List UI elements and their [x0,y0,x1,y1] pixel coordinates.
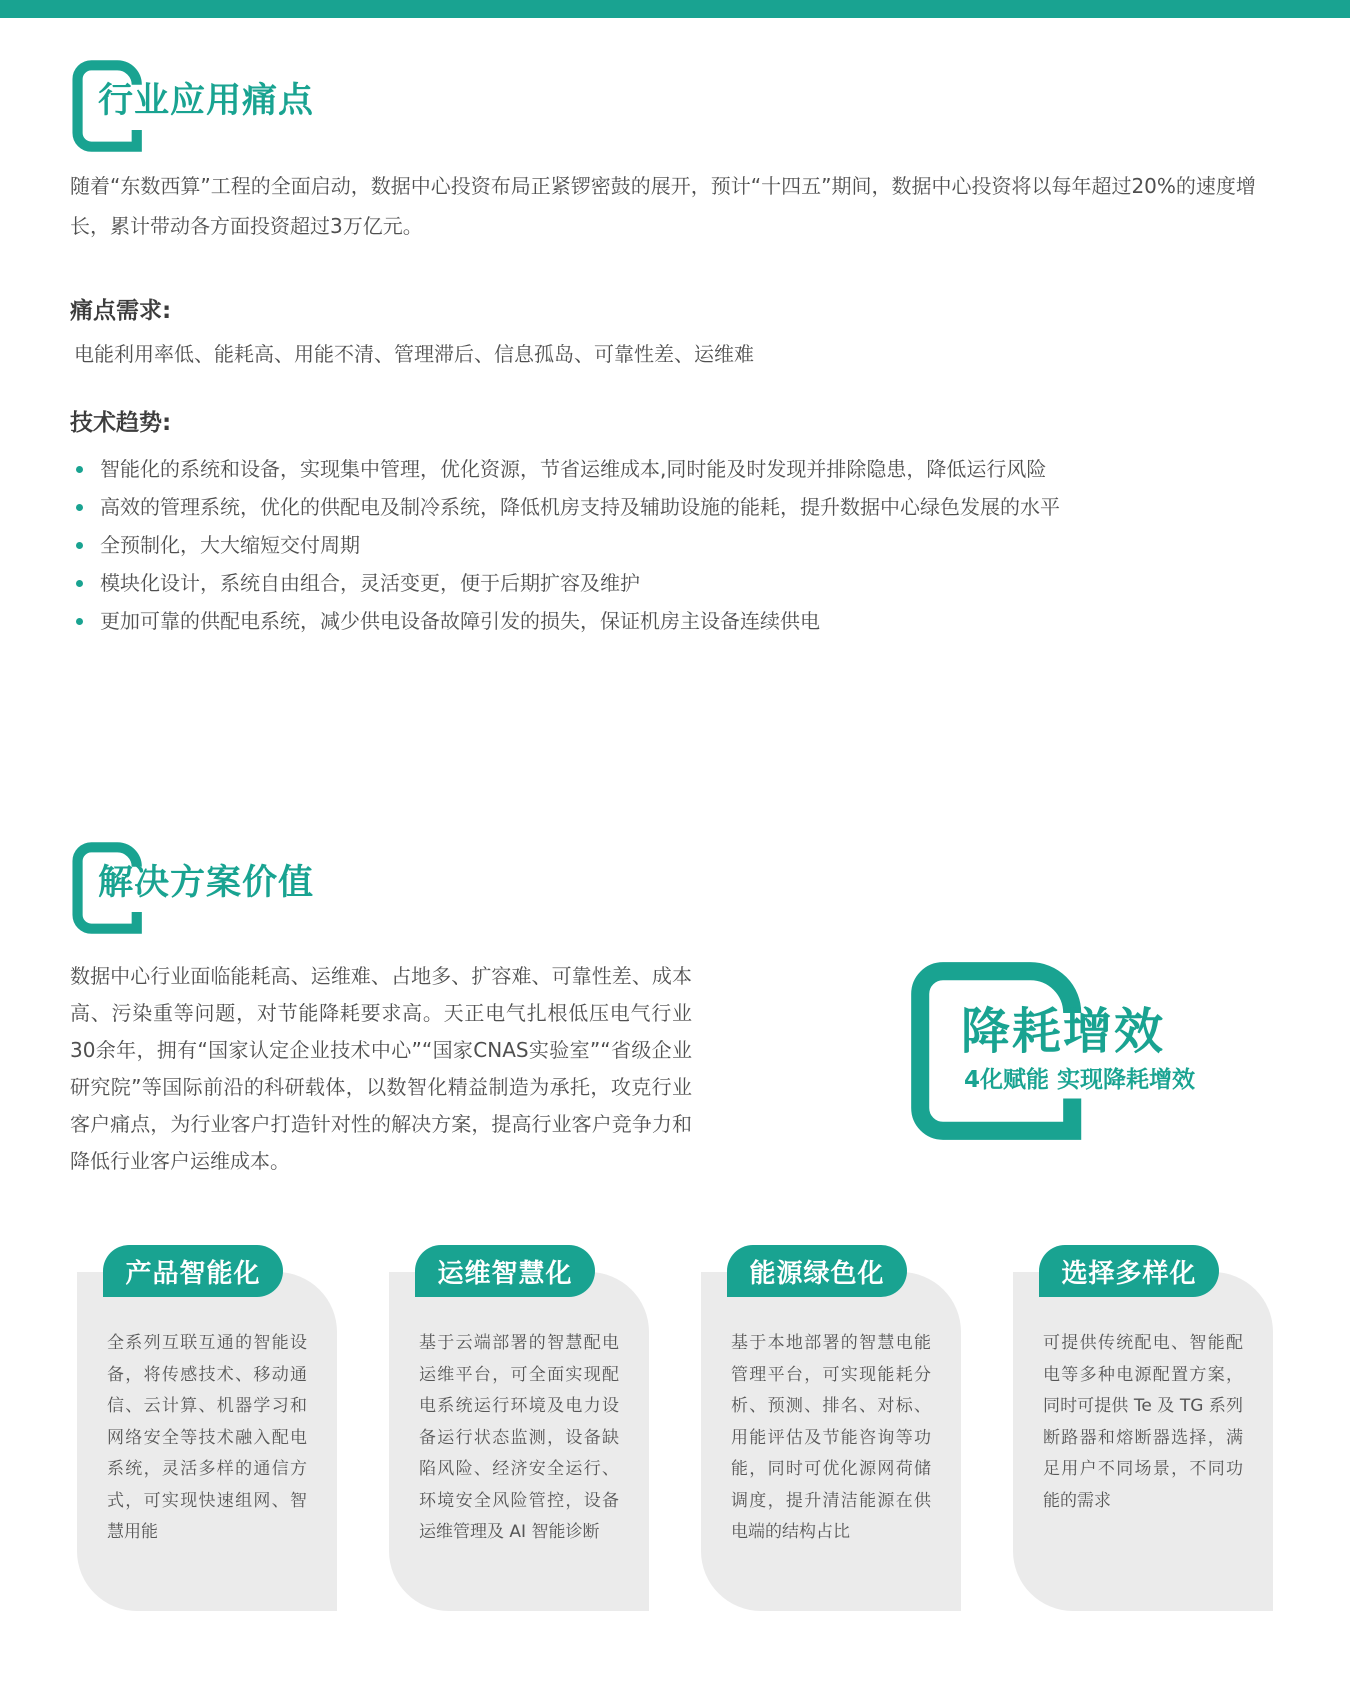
section1-header [72,58,672,168]
value-card-smart-operation [389,1245,649,1611]
bullet-dot-icon [76,618,83,625]
card-body: 可提供传统配电、智能配电等多种电源配置方案，同时可提供 Te 及 TG 系列断路器和熔断器选择，满足用户不同场景，不同功能的需求 [1043,1333,1243,1511]
card-label: 产品智能化 [103,1245,283,1297]
card-label: 运维智慧化 [415,1245,595,1297]
trend-item-text: 高效的管理系统，优化的供配电及制冷系统，降低机房支持及辅助设施的能耗，提升数据中心绿色发展的水平 [100,495,1060,519]
trend-item [70,450,1170,488]
trend-item [70,526,1170,564]
bullet-dot-icon [76,580,83,587]
section2-title: 解决方案价值 [98,863,315,903]
value-card-green-energy [701,1245,961,1611]
card-label: 选择多样化 [1039,1245,1219,1297]
pain-demand-text: 电能利用率低、能耗高、用能不清、管理滞后、信息孤岛、可靠性差、运维难 [74,342,754,366]
trend-item [70,602,1170,640]
card-body: 基于云端部署的智慧配电运维平台，可全面实现配电系统运行环境及电力设备运行状态监测，设备缺陷风险、经济安全运行、环境安全风险管控，设备运维管理及 AI 智能诊断 [419,1333,619,1542]
value-card-product-intelligence [77,1245,337,1611]
section2-header [72,840,672,950]
card-body: 基于本地部署的智慧电能管理平台，可实现能耗分析、预测、排名、对标、用能评估及节能咨询等功能，同时可优化源网荷储调度，提升清洁能源在供电端的结构占比 [731,1333,931,1542]
trend-item-text: 全预制化，大大缩短交付周期 [100,533,360,557]
trend-item-text: 更加可靠的供配电系统，减少供电设备故障引发的损失，保证机房主设备连续供电 [100,609,820,633]
bullet-dot-icon [76,504,83,511]
value-card-diverse-choice [1013,1245,1273,1611]
section1-intro: 随着“东数西算”工程的全面启动，数据中心投资布局正紧锣密鼓的展开，预计“十四五”期间，数据中心投资将以每年超过20%的速度增长，累计带动各方面投资超过3万亿元。 [70,174,1256,238]
bullet-dot-icon [76,466,83,473]
trend-item [70,564,1170,602]
trend-item-text: 模块化设计，系统自由组合，灵活变更，便于后期扩容及维护 [100,571,640,595]
card-panel [77,1272,337,1611]
card-body: 全系列互联互通的智能设备，将传感技术、移动通信、云计算、机器学习和网络安全等技术融入配电系统，灵活多样的通信方式，可实现快速组网、智慧用能 [107,1333,307,1542]
tech-trend-list [70,450,1170,640]
pain-demand-heading: 痛点需求: [70,298,172,324]
bullet-dot-icon [76,542,83,549]
trend-item [70,488,1170,526]
callout-subtitle: 4化赋能 实现降耗增效 [964,1067,1196,1093]
benefit-callout [905,955,1235,1155]
tech-trend-heading: 技术趋势: [70,410,172,436]
card-panel [701,1272,961,1611]
section1-title: 行业应用痛点 [98,81,315,121]
card-panel [389,1272,649,1611]
section2-intro: 数据中心行业面临能耗高、运维难、占地多、扩容难、可靠性差、成本高、污染重等问题，对节能降耗要求高。天正电气扎根低压电气行业30余年，拥有“国家认定企业技术中心”“国家CNAS实验室”“省级企业研究院”等国际前沿的科研载体，以数智化精益制造为承托，攻克行业客户痛点，为行业客户打造针对性的解决方案，提高行业客户竞争力和降低行业客户运维成本。 [70,964,692,1173]
callout-title: 降耗增效 [961,1003,1166,1060]
card-label: 能源绿色化 [727,1245,907,1297]
trend-item-text: 智能化的系统和设备，实现集中管理，优化资源，节省运维成本,同时能及时发现并排除隐患，降低运行风险 [100,457,1047,481]
card-panel [1013,1272,1273,1611]
top-accent-bar [0,0,1350,18]
